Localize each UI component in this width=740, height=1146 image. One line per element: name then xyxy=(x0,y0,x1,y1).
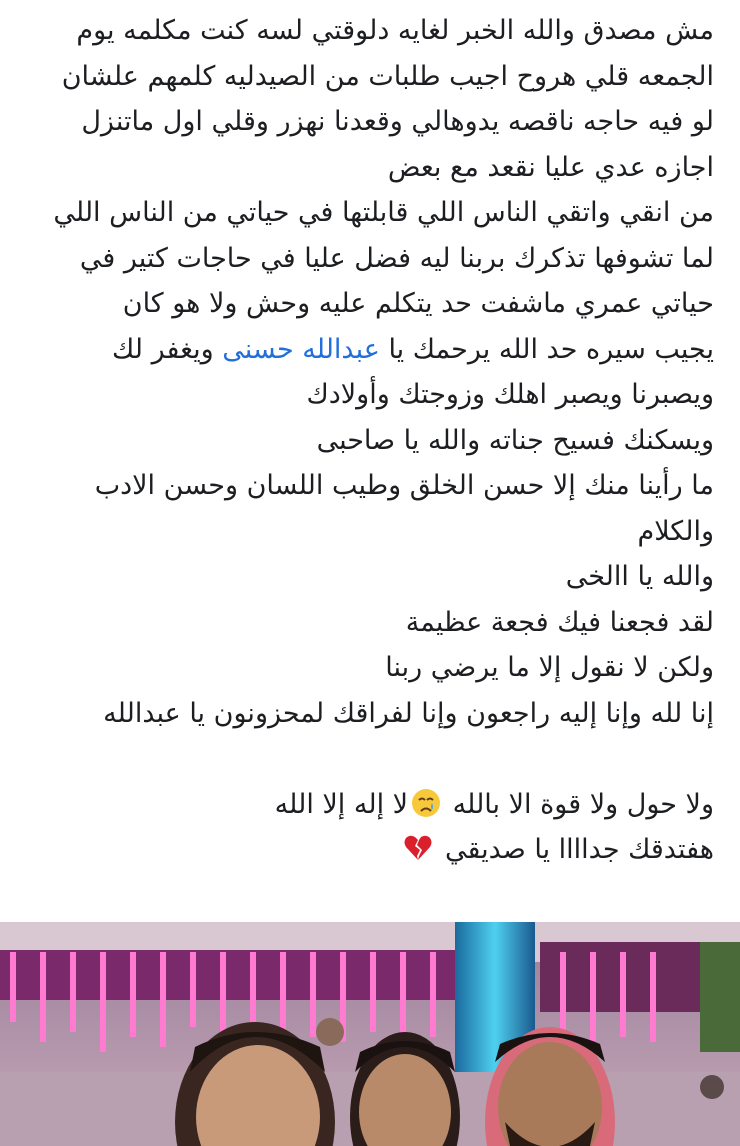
closing-after: لا إله إلا الله xyxy=(274,788,409,820)
post-photo[interactable] xyxy=(0,922,740,1146)
post-line: مش مصدق والله الخبر لغايه دلوقتي لسه كنت مكلمه يوم xyxy=(76,15,714,46)
post-line: لما تشوفها تذكرك بربنا ليه فضل عليا في حاجات كتير في xyxy=(79,242,714,274)
post-line: ما رأينا منك إلا حسن الخلق وطيب اللسان وحسن الادب xyxy=(94,470,714,501)
post-line-closing-1 xyxy=(24,782,714,828)
selfie-photo xyxy=(0,922,740,1146)
post-line: ويصبرنا ويصبر اهلك وزوجتك وأولادك xyxy=(306,379,714,410)
post-line: والكلام xyxy=(637,515,714,547)
mention-link[interactable]: عبدالله حسنى xyxy=(222,333,380,365)
post-line-with-mention xyxy=(24,327,714,373)
blank-line xyxy=(24,736,714,782)
broken-heart-icon xyxy=(402,832,434,864)
post-line: حياتي عمري ماشفت حد يتكلم عليه وحش ولا هو كان xyxy=(122,288,714,319)
post-line: الجمعه قلي هروح اجيب طلبات من الصيدليه كلمهم علشان xyxy=(61,60,714,92)
crying-face-icon xyxy=(410,787,442,819)
mention-after: ويغفر لك xyxy=(112,333,223,365)
post-line: لو فيه حاجه ناقصه يدوهالي وقعدنا نهزر وقلي اول ماتنزل xyxy=(81,106,714,137)
post-line-closing-2 xyxy=(24,827,714,873)
post-line: والله يا االخى xyxy=(565,561,714,592)
mention-before: يجيب سيره حد الله يرحمك يا xyxy=(379,333,714,365)
post-line: إنا لله وإنا إليه راجعون وإنا لفراقك لمحزونون يا عبدالله xyxy=(103,697,714,729)
post-line: ولكن لا نقول إلا ما يرضي ربنا xyxy=(385,652,714,683)
post-line: اجازه عدي عليا نقعد مع بعض xyxy=(387,151,714,183)
closing-2-text: هفتدقك جداااا يا صديقي xyxy=(436,834,714,865)
post-line: لقد فجعنا فيك فجعة عظيمة xyxy=(405,606,714,638)
post-line: من انقي واتقي الناس اللي قابلتها في حياتي من الناس اللي xyxy=(53,197,714,228)
closing-before: ولا حول ولا قوة الا بالله xyxy=(444,788,714,820)
post-line: ويسكنك فسيح جناته والله يا صاحبى xyxy=(316,424,714,456)
